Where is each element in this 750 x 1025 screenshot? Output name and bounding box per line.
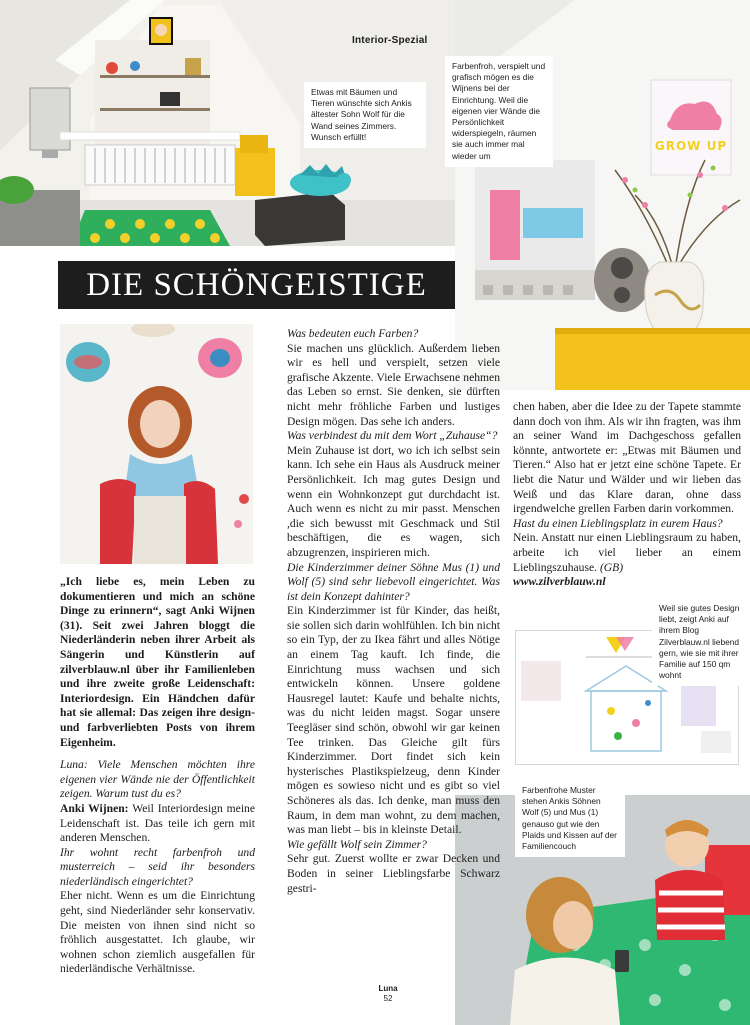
answer-5: Ein Kinderzimmer ist für Kinder, das heißt, sie sollen sich darin wohlfühlen. Ich bin nicht so ein Typ, der zu Ikea fährt und alles Nötige an einem Tag kauft. Ich finde, die Einrichtung muss wachsen und sich entwickeln können. Unsere goldene Hausregel lautet: Kaufe und behalte nichts, was du nicht leiden magst. Sogar unsere Teegläser sind schön, obwohl wir gar keinen Tee trinken. Das Gleiche gilt fürs Kinderzimmer. Dort findet sich kein hysterisches Plastikspielzeug, denn Kinder mögen es sowieso nicht und es gibt so viel Schöneres als das. Ich denke, man muss den Raum, in dem man wohnt, zu dem machen, was man liebt – bis in kleinste Detail. bbox=[287, 604, 500, 837]
blog-url[interactable]: www.zilverblauw.nl bbox=[513, 575, 606, 589]
caption-living-room: Farbenfroh, verspielt und grafisch mögen es die Wijnens bei der Einrichtung. Weil die eigenen vier Wände die Persönlichkeit widerspiegeln, räumen sie auch immer mal wieder um bbox=[445, 56, 553, 167]
caption-sons: Farbenfrohe Muster stehen Ankis Söhnen Wolf (5) und Mus (1) genauso gut wie den Plaids und Kissen auf der Familiencouch bbox=[515, 780, 625, 857]
article-column-3 bbox=[513, 400, 741, 590]
answer-7 bbox=[513, 531, 741, 575]
magazine-brand: Luna bbox=[378, 984, 398, 993]
caption-blog: Weil sie gutes Design liebt, zeigt Anki auf ihrem Blog Zilverblauw.nl liebend gern, wie sie mit ihrer Familie auf 150 qm wohnt bbox=[652, 598, 750, 686]
question-1: Luna: Viele Menschen möchten ihre eigenen vier Wände nie der Öffentlichkeit zeigen. Warum tust du es? bbox=[60, 758, 255, 801]
question-2: Ihr wohnt recht farbenfroh und musterreich – seid ihr besonders niederländisch eingerichtet? bbox=[60, 845, 255, 888]
headline: DIE SCHÖNGEISTIGE bbox=[86, 267, 427, 303]
answer-1-speaker: Anki Wijnen: bbox=[60, 801, 129, 815]
answer-7-text: Nein. Anstatt nur einen Lieblingsraum zu haben, arbeite ich viel lieber an einem Lieblingszuhause. bbox=[513, 531, 741, 574]
question-3: Was bedeuten euch Farben? bbox=[287, 327, 419, 340]
answer-3: Sie machen uns glücklich. Außerdem lieben wir es hell und verspielt, setzen viele grafische Akzente. Viele Erwachsene nehmen das Leben so ernst. Sie denken, sie dürften nicht mehr fröhliche Farben und lustiges Design mögen. Das sehe ich anders. bbox=[287, 341, 500, 428]
answer-1 bbox=[60, 802, 255, 846]
question-5: Die Kinderzimmer deiner Söhne Mus (1) und Wolf (5) sind sehr liebevoll eingerichtet. Was ist dein Konzept dahinter? bbox=[287, 560, 500, 603]
article-column-2 bbox=[287, 327, 500, 896]
question-6: Wie gefällt Wolf sein Zimmer? bbox=[287, 837, 427, 851]
caption-kids-room: Etwas mit Bäumen und Tieren wünschte sich Ankis ältester Sohn Wolf für die Wand seines Zimmers. Wunsch erfüllt! bbox=[304, 82, 426, 148]
article-column-1 bbox=[60, 575, 255, 977]
answer-6: Sehr gut. Zuerst wollte er zwar Decken und Boden in seiner Lieblingsfarbe Schwarz gestri- bbox=[287, 852, 500, 895]
section-label: Interior-Spezial bbox=[352, 35, 428, 46]
question-7: Hast du einen Lieblingsplatz in eurem Haus? bbox=[513, 516, 723, 530]
answer-2: Eher nicht. Wenn es um die Einrichtung geht, sind Niederländer sehr konservativ. Die meisten von ihnen sind nicht so fröhlich ausgestattet. Ich glaube, wir wohnen schon ziemlich ausgefallen für niederländische Verhältnisse. bbox=[60, 889, 255, 976]
page-number: 52 bbox=[383, 994, 393, 1003]
poster-text: GROW UP bbox=[654, 139, 728, 153]
article-lead: „Ich liebe es, mein Leben zu dokumentieren und mich an schöne Dinge zu erinnern“, sagt Anki Wijnen (31). Seit zwei Jahren bloggt die Niederländerin neben ihrer Arbeit als Sängerin und Künstlerin auf zilverblauw.nl über ihr Familienleben und ihre zweite große Leidenschaft: Interiordesign. Ein Händchen dafür hat sie allemal: Das zeigen ihre design- und farbverliebten Posts von ihrem Eigenheim. bbox=[60, 575, 255, 749]
answer-6-continued: chen haben, aber die Idee zu der Tapete stammte dann doch von ihm. Als wir ihn fragten, was ihm an seiner Wand im Dachgeschoss gefallen könnte, antwortete er: „Etwas mit Bäumen und Tieren.“ Also hat er jetzt eine schöne Tapete. Er liebt die Natur und Wälder und wir lieben das Weiß und das Klare daran, ohne dass irgendwelche grellen Farben darin vorkommen. bbox=[513, 400, 741, 516]
headline-box bbox=[58, 261, 455, 309]
portrait-photo bbox=[60, 324, 253, 564]
author-credit: (GB) bbox=[597, 560, 624, 574]
question-4: Was verbindest du mit dem Wort „Zuhause“? bbox=[287, 429, 498, 443]
answer-4: Mein Zuhause ist dort, wo ich ich selbst sein kann. Ich sehe ein Haus als Ausdruck meiner Persönlichkeit. Ich mag gutes Design und wenn ein Wohnkonzept gut durchdacht ist. Auch wenn es nicht zu mir passt. Menschen ,die sich bewusst mit Geschmack und Stil beschäftigen, die es wagen, sich abzugrenzen, inspirieren mich. bbox=[287, 443, 500, 559]
answer-1-text: Weil Interiordesign meine Leidenschaft ist. Das teile ich gern mit anderen Menschen. bbox=[60, 801, 255, 845]
